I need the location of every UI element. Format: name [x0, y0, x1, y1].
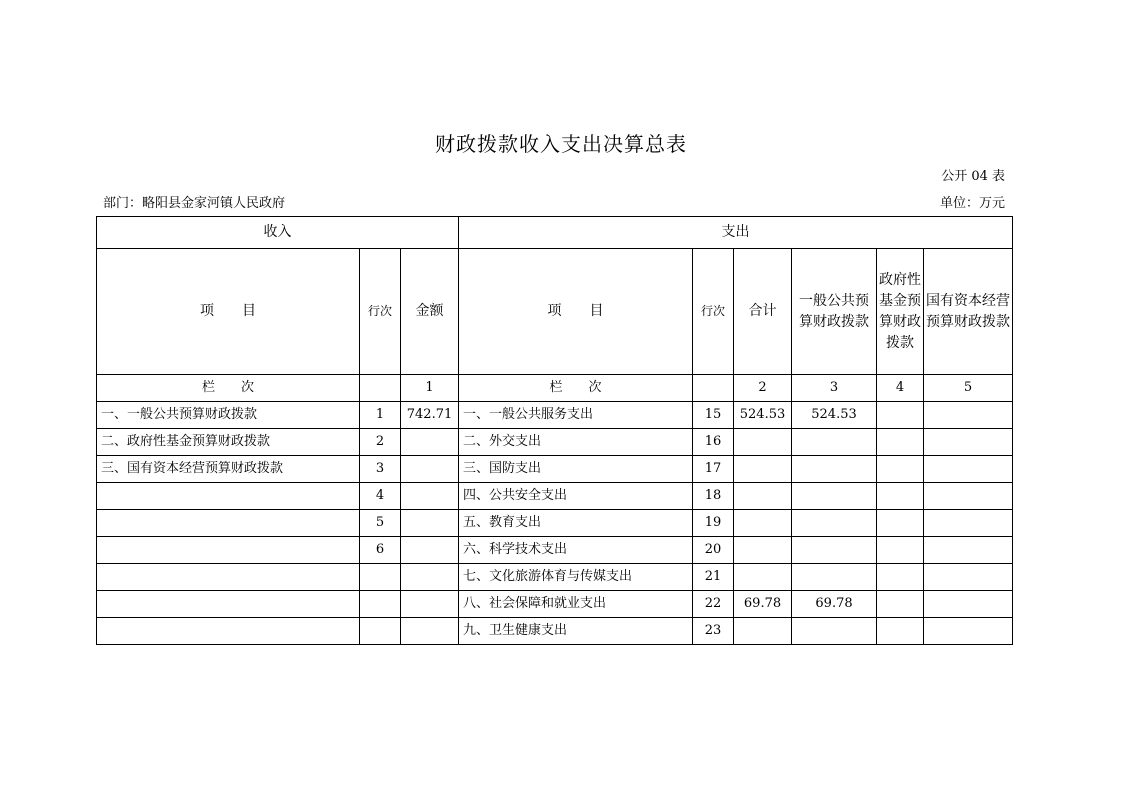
state-capital-header: 国有资本经营预算财政拨款 [924, 249, 1013, 375]
income-item-cell: 三、国有资本经营预算财政拨款 [97, 456, 360, 483]
total-cell: 69.78 [734, 591, 792, 618]
department-label: 部门：略阳县金家河镇人民政府 [103, 196, 286, 211]
state-capital-cell [924, 591, 1013, 618]
table-row [97, 456, 1013, 483]
income-row-no-cell: 3 [360, 456, 401, 483]
total-cell [734, 456, 792, 483]
lanci-expense-label: 栏 次 [459, 375, 693, 402]
expense-item-cell: 七、文化旅游体育与传媒支出 [459, 564, 693, 591]
table-row [97, 510, 1013, 537]
gov-fund-cell [877, 402, 924, 429]
lanci-empty-cell [360, 375, 401, 402]
income-row-no-cell: 2 [360, 429, 401, 456]
table-row [97, 429, 1013, 456]
general-budget-cell [792, 537, 877, 564]
expense-row-no-cell: 15 [693, 402, 734, 429]
column-header-row [97, 249, 1013, 375]
data-rows [97, 402, 1013, 645]
table-row [97, 402, 1013, 429]
total-cell [734, 510, 792, 537]
gov-fund-header: 政府性基金预算财政拨款 [877, 249, 924, 375]
income-amount-cell [401, 483, 459, 510]
income-row-no-cell: 1 [360, 402, 401, 429]
expense-row-no-cell: 18 [693, 483, 734, 510]
income-amount-cell: 742.71 [401, 402, 459, 429]
state-capital-cell [924, 483, 1013, 510]
total-cell [734, 429, 792, 456]
table-row [97, 618, 1013, 645]
expense-item-cell: 六、科学技术支出 [459, 537, 693, 564]
income-amount-cell [401, 510, 459, 537]
lanci-empty-cell [693, 375, 734, 402]
state-capital-cell [924, 564, 1013, 591]
total-cell [734, 564, 792, 591]
gov-fund-cell [877, 483, 924, 510]
expense-row-no-header: 行次 [693, 249, 734, 375]
expense-item-cell: 五、教育支出 [459, 510, 693, 537]
group-header-row [97, 217, 1013, 249]
income-amount-cell [401, 429, 459, 456]
income-row-no-cell [360, 618, 401, 645]
general-budget-cell [792, 483, 877, 510]
total-cell [734, 537, 792, 564]
expense-row-no-cell: 16 [693, 429, 734, 456]
form-number: 公开 04 表 [941, 169, 1005, 184]
gov-fund-cell [877, 591, 924, 618]
income-item-cell [97, 483, 360, 510]
gov-fund-cell [877, 429, 924, 456]
income-item-cell [97, 564, 360, 591]
income-amount-cell [401, 564, 459, 591]
gov-fund-cell [877, 564, 924, 591]
lanci-row [97, 375, 1013, 402]
expense-row-no-cell: 17 [693, 456, 734, 483]
expense-item-cell: 四、公共安全支出 [459, 483, 693, 510]
income-item-cell [97, 591, 360, 618]
state-capital-cell [924, 429, 1013, 456]
lanci-col3: 3 [792, 375, 877, 402]
general-budget-cell: 524.53 [792, 402, 877, 429]
total-header: 合计 [734, 249, 792, 375]
income-row-no-cell: 4 [360, 483, 401, 510]
general-budget-cell [792, 510, 877, 537]
expense-item-cell: 九、卫生健康支出 [459, 618, 693, 645]
expense-row-no-cell: 23 [693, 618, 734, 645]
total-cell [734, 483, 792, 510]
table-row [97, 591, 1013, 618]
lanci-col4: 4 [877, 375, 924, 402]
income-amount-cell [401, 456, 459, 483]
gov-fund-cell [877, 618, 924, 645]
expense-row-no-cell: 22 [693, 591, 734, 618]
gov-fund-cell [877, 510, 924, 537]
state-capital-cell [924, 618, 1013, 645]
expense-row-no-cell: 21 [693, 564, 734, 591]
general-budget-cell [792, 429, 877, 456]
income-row-no-cell [360, 591, 401, 618]
gov-fund-cell [877, 537, 924, 564]
unit-label: 单位：万元 [939, 196, 1005, 211]
expense-item-cell: 三、国防支出 [459, 456, 693, 483]
general-budget-cell: 69.78 [792, 591, 877, 618]
state-capital-cell [924, 537, 1013, 564]
expense-row-no-cell: 19 [693, 510, 734, 537]
income-item-cell [97, 537, 360, 564]
income-group-header: 收入 [97, 217, 459, 249]
income-row-no-cell [360, 564, 401, 591]
budget-table [96, 216, 1013, 645]
expense-item-header: 项 目 [459, 249, 693, 375]
income-item-cell [97, 510, 360, 537]
income-item-cell: 二、政府性基金预算财政拨款 [97, 429, 360, 456]
income-amount-cell [401, 591, 459, 618]
general-budget-cell [792, 456, 877, 483]
income-amount-cell [401, 537, 459, 564]
state-capital-cell [924, 510, 1013, 537]
income-amount-cell [401, 618, 459, 645]
lanci-col5: 5 [924, 375, 1013, 402]
income-amount-header: 金额 [401, 249, 459, 375]
lanci-col2: 2 [734, 375, 792, 402]
total-cell: 524.53 [734, 402, 792, 429]
gov-fund-cell [877, 456, 924, 483]
state-capital-cell [924, 456, 1013, 483]
expense-item-cell: 一、一般公共服务支出 [459, 402, 693, 429]
page-title: 财政拨款收入支出决算总表 [435, 132, 687, 156]
income-row-no-cell: 6 [360, 537, 401, 564]
lanci-income-label: 栏 次 [97, 375, 360, 402]
expense-group-header: 支出 [459, 217, 1013, 249]
income-item-cell: 一、一般公共预算财政拨款 [97, 402, 360, 429]
lanci-col1: 1 [401, 375, 459, 402]
expense-item-cell: 二、外交支出 [459, 429, 693, 456]
income-item-header: 项 目 [97, 249, 360, 375]
expense-row-no-cell: 20 [693, 537, 734, 564]
table-row [97, 483, 1013, 510]
income-item-cell [97, 618, 360, 645]
state-capital-cell [924, 402, 1013, 429]
table-row [97, 537, 1013, 564]
general-budget-cell [792, 618, 877, 645]
table-row [97, 564, 1013, 591]
total-cell [734, 618, 792, 645]
general-budget-cell [792, 564, 877, 591]
income-row-no-cell: 5 [360, 510, 401, 537]
expense-item-cell: 八、社会保障和就业支出 [459, 591, 693, 618]
income-row-no-header: 行次 [360, 249, 401, 375]
general-budget-header: 一般公共预算财政拨款 [792, 249, 877, 375]
